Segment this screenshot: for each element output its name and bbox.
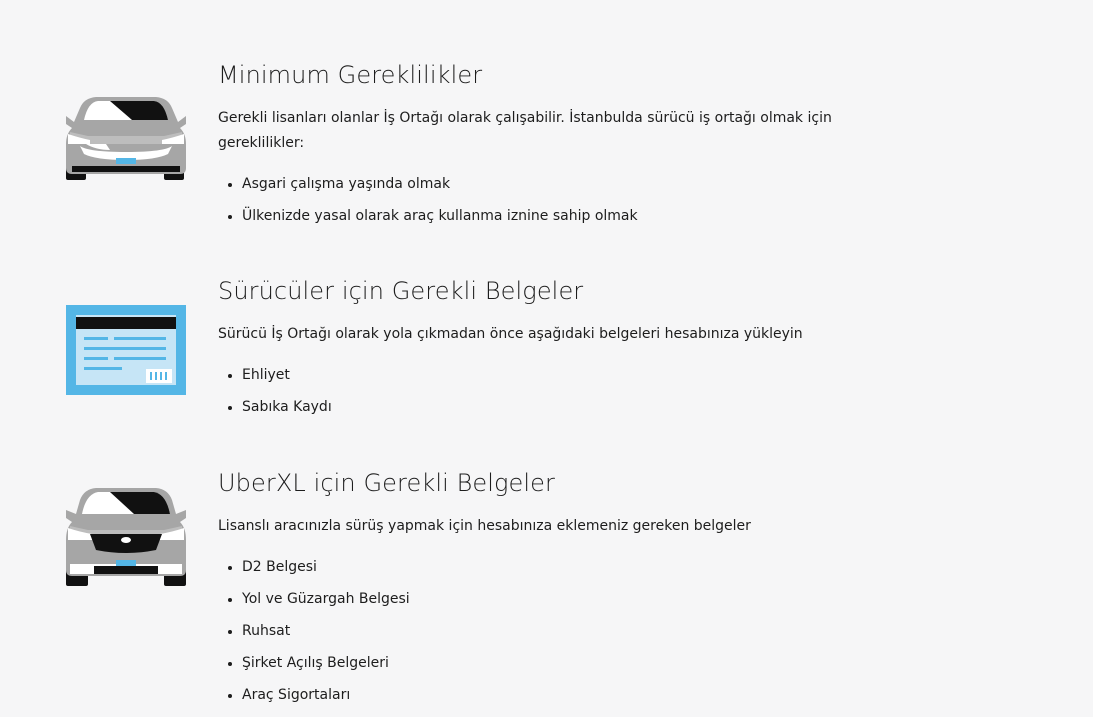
section-description: Gerekli lisanları olanlar İş Ortağı olarak çalışabilir. İstanbulda sürücü iş ortağı olmak için gereklilikler:	[218, 110, 832, 151]
driver-documents-content	[218, 276, 838, 429]
list-item: Yol ve Güzargah Belgesi	[218, 589, 838, 609]
requirements-list	[218, 174, 838, 226]
document-card-icon	[66, 305, 186, 395]
section-title: Sürücüler için Gerekli Belgeler	[218, 277, 584, 305]
list-item: Ehliyet	[218, 365, 838, 385]
requirements-content	[218, 60, 838, 238]
section-description: Lisanslı aracınızla sürüş yapmak için hesabınıza eklemeniz gereken belgeler	[218, 518, 751, 534]
list-item: Sabıka Kaydı	[218, 397, 838, 417]
section-title: Minimum Gereklilikler	[218, 61, 483, 89]
list-item: Araç Sigortaları	[218, 685, 838, 705]
documents-list	[218, 365, 838, 417]
section-title: UberXL için Gerekli Belgeler	[218, 469, 555, 497]
list-item: Ruhsat	[218, 621, 838, 641]
section-description: Sürücü İş Ortağı olarak yola çıkmadan önce aşağıdaki belgeleri hesabınıza yükleyin	[218, 326, 803, 342]
uberxl-documents-content	[218, 468, 838, 717]
list-item: Asgari çalışma yaşında olmak	[218, 174, 838, 194]
list-item: D2 Belgesi	[218, 557, 838, 577]
documents-list	[218, 557, 838, 705]
list-item: Ülkenizde yasal olarak araç kullanma iznine sahip olmak	[218, 206, 838, 226]
suv-front-icon	[66, 486, 186, 586]
list-item: Şirket Açılış Belgeleri	[218, 653, 838, 673]
car-front-icon	[66, 94, 186, 182]
